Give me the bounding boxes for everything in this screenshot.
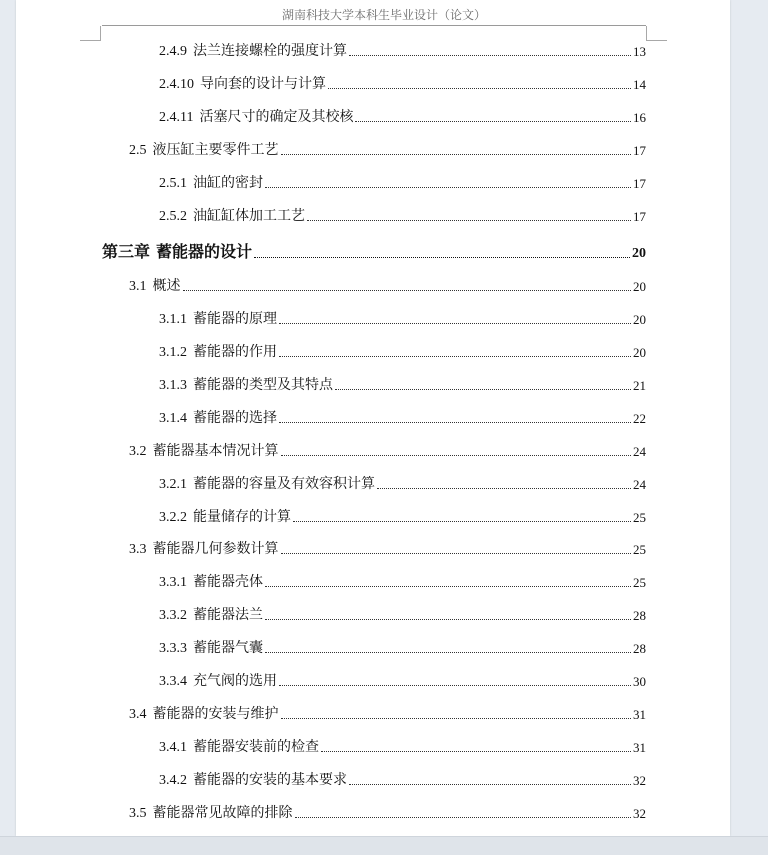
- toc-entry-title: 能量储存的计算: [193, 510, 291, 525]
- toc-entry-title: 油缸缸体加工工艺: [193, 209, 305, 224]
- toc-entry-number: 3.2.2: [159, 510, 187, 525]
- toc-entry-title: 蓄能器气囊: [193, 641, 263, 656]
- toc-entry-title: 蓄能器壳体: [193, 575, 263, 590]
- toc-leader-dots: [328, 87, 631, 89]
- toc-entry-page: 17: [633, 209, 646, 224]
- toc-subsection-entry[interactable]: [159, 73, 646, 93]
- toc-entry-page: 24: [633, 444, 646, 459]
- toc-leader-dots: [377, 487, 631, 489]
- toc-entry-number: 3.5: [129, 806, 147, 821]
- toc-entry-title: 活塞尺寸的确定及其校核: [199, 110, 354, 125]
- toc-entry-page: 32: [633, 773, 646, 788]
- toc-leader-dots: [293, 520, 631, 522]
- toc-entry-title: 蓄能器的选择: [193, 411, 277, 426]
- toc-entry-page: 25: [633, 542, 646, 557]
- toc-entry-title: 蓄能器的容量及有效容积计算: [193, 477, 375, 492]
- toc-entry-title: 导向套的设计与计算: [200, 77, 326, 92]
- toc-leader-dots: [265, 186, 631, 188]
- toc-entry-title: 油缸的密封: [193, 176, 263, 191]
- horizontal-scrollbar[interactable]: [0, 836, 768, 855]
- toc-subsection-entry[interactable]: [159, 341, 646, 361]
- toc-section-entry[interactable]: [129, 802, 646, 822]
- toc-subsection-entry[interactable]: [159, 40, 646, 60]
- toc-entry-page: 24: [633, 477, 646, 492]
- toc-subsection-entry[interactable]: [159, 571, 646, 591]
- toc-entry-title: 液压缸主要零件工艺: [152, 143, 279, 158]
- toc-subsection-entry[interactable]: [159, 473, 646, 493]
- toc-entry-title: 蓄能器基本情况计算: [152, 444, 279, 459]
- toc-subsection-entry[interactable]: [159, 736, 646, 756]
- toc-entry-number: 3.1: [129, 279, 147, 294]
- toc-leader-dots: [281, 717, 632, 719]
- toc-subsection-entry[interactable]: [159, 172, 646, 192]
- toc-leader-dots: [349, 54, 631, 56]
- toc-entry-title: 蓄能器的安装的基本要求: [193, 773, 347, 788]
- toc-leader-dots: [355, 120, 631, 122]
- toc-leader-dots: [307, 219, 631, 221]
- toc-entry-number: 3.2: [129, 444, 147, 459]
- toc-entry-page: 20: [633, 279, 646, 294]
- toc-entry-title: 蓄能器安装前的检查: [193, 740, 319, 755]
- toc-entry-page: 32: [633, 806, 646, 821]
- toc-entry-title: 蓄能器的作用: [193, 345, 277, 360]
- toc-entry-page: 20: [633, 312, 646, 327]
- toc-entry-title: 蓄能器常见故障的排除: [152, 806, 293, 821]
- toc-leader-dots: [265, 618, 631, 620]
- toc-leader-dots: [335, 388, 631, 390]
- toc-entry-number: 2.5: [129, 143, 147, 158]
- toc-entry-number: 3.3.2: [159, 608, 187, 623]
- toc-entry-number: 2.4.11: [159, 110, 194, 125]
- toc-leader-dots: [281, 552, 632, 554]
- toc-entry-number: 3.1.1: [159, 312, 187, 327]
- toc-entry-number: 2.4.10: [159, 77, 194, 92]
- toc-entry-page: 20: [633, 345, 646, 360]
- toc-subsection-entry[interactable]: [159, 769, 646, 789]
- toc-subsection-entry[interactable]: [159, 106, 646, 126]
- toc-leader-dots: [279, 684, 631, 686]
- toc-entry-title: 蓄能器的类型及其特点: [193, 378, 333, 393]
- toc-entry-page: 22: [633, 411, 646, 426]
- toc-entry-page: 25: [633, 575, 646, 590]
- toc-entry-number: 3.3.1: [159, 575, 187, 590]
- toc-leader-dots: [281, 153, 632, 155]
- toc-entry-title: 法兰连接螺栓的强度计算: [193, 44, 347, 59]
- toc-leader-dots: [349, 783, 631, 785]
- toc-entry-page: 17: [633, 143, 646, 158]
- toc-entry-title: 蓄能器的安装与维护: [152, 707, 279, 722]
- toc-entry-page: 25: [633, 510, 646, 525]
- toc-subsection-entry[interactable]: [159, 374, 646, 394]
- toc-section-entry[interactable]: [129, 275, 646, 295]
- toc-entry-number: 3.4: [129, 707, 147, 722]
- margin-corner-top-right: [646, 26, 667, 41]
- toc-entry-page: 31: [633, 740, 646, 755]
- toc-subsection-entry[interactable]: [159, 205, 646, 225]
- toc-leader-dots: [279, 322, 631, 324]
- toc-subsection-entry[interactable]: [159, 407, 646, 427]
- toc-leader-dots: [281, 454, 632, 456]
- toc-entry-number: 第三章: [102, 244, 151, 261]
- toc-entry-page: 28: [633, 641, 646, 656]
- toc-entry-page: 16: [633, 110, 646, 125]
- toc-leader-dots: [265, 585, 631, 587]
- toc-section-entry[interactable]: [129, 139, 646, 159]
- toc-entry-page: 31: [633, 707, 646, 722]
- toc-subsection-entry[interactable]: [159, 637, 646, 657]
- toc-leader-dots: [279, 355, 631, 357]
- toc-chapter-entry[interactable]: [102, 240, 646, 262]
- toc-section-entry[interactable]: [129, 440, 646, 460]
- toc-entry-page: 17: [633, 176, 646, 191]
- toc-entry-number: 3.4.1: [159, 740, 187, 755]
- toc-leader-dots: [254, 256, 630, 258]
- toc-section-entry[interactable]: [129, 703, 646, 723]
- toc-entry-number: 2.5.2: [159, 209, 187, 224]
- running-header: 湖南科技大学本科生毕业设计（论文）: [281, 8, 486, 22]
- toc-leader-dots: [183, 289, 632, 291]
- toc-entry-page: 13: [633, 44, 646, 59]
- toc-leader-dots: [295, 816, 632, 818]
- toc-entry-page: 14: [633, 77, 646, 92]
- toc-entry-title: 充气阀的选用: [193, 674, 277, 689]
- toc-leader-dots: [321, 750, 631, 752]
- toc-entry-page: 28: [633, 608, 646, 623]
- toc-entry-number: 3.4.2: [159, 773, 187, 788]
- toc-entry-title: 蓄能器几何参数计算: [152, 542, 279, 557]
- toc-subsection-entry[interactable]: [159, 670, 646, 690]
- toc-subsection-entry[interactable]: [159, 506, 646, 526]
- toc-entry-title: 概述: [152, 279, 181, 294]
- toc-entry-number: 3.2.1: [159, 477, 187, 492]
- toc-entry-title: 蓄能器的设计: [156, 244, 253, 261]
- toc-entry-number: 3.1.4: [159, 411, 187, 426]
- toc-entry-number: 3.3.3: [159, 641, 187, 656]
- toc-entry-number: 3.1.3: [159, 378, 187, 393]
- header-rule: [102, 25, 646, 26]
- toc-subsection-entry[interactable]: [159, 308, 646, 328]
- toc-leader-dots: [279, 421, 631, 423]
- toc-entry-number: 3.1.2: [159, 345, 187, 360]
- toc-entry-page: 20: [632, 246, 646, 261]
- toc-entry-page: 21: [633, 378, 646, 393]
- toc-entry-number: 3.3.4: [159, 674, 187, 689]
- toc-entry-page: 30: [633, 674, 646, 689]
- margin-corner-top-left: [80, 26, 101, 41]
- toc-entry-title: 蓄能器的原理: [193, 312, 277, 327]
- toc-section-entry[interactable]: [129, 538, 646, 558]
- toc-subsection-entry[interactable]: [159, 604, 646, 624]
- toc-entry-number: 2.4.9: [159, 44, 187, 59]
- toc-entry-number: 2.5.1: [159, 176, 187, 191]
- toc-entry-number: 3.3: [129, 542, 147, 557]
- toc-entry-title: 蓄能器法兰: [193, 608, 263, 623]
- toc-leader-dots: [265, 651, 631, 653]
